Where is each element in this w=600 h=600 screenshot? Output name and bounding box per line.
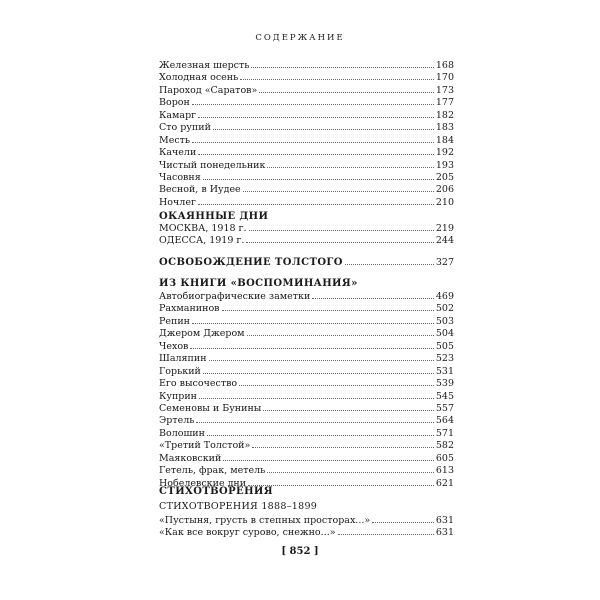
entry-title: МОСКВА, 1918 г. bbox=[159, 223, 247, 234]
dot-leader bbox=[198, 116, 434, 118]
entry-page: 605 bbox=[435, 452, 454, 464]
entry-page: 545 bbox=[435, 390, 454, 402]
entry-page: 523 bbox=[435, 353, 454, 365]
dot-leader bbox=[203, 372, 434, 374]
entry-title: Рахманинов bbox=[159, 303, 220, 315]
dot-leader bbox=[345, 263, 434, 265]
entry-title: Эртель bbox=[159, 415, 195, 427]
dot-leader bbox=[223, 459, 434, 461]
entry-page: 168 bbox=[435, 60, 454, 71]
section-heading-poems[interactable]: СТИХОТВОРЕНИЯ bbox=[159, 486, 273, 497]
entry-title: ОДЕССА, 1919 г. bbox=[159, 235, 245, 247]
toc-entry[interactable] bbox=[159, 403, 454, 415]
entry-title: Гетель, фрак, метель bbox=[159, 465, 266, 477]
dot-leader bbox=[240, 78, 434, 80]
section-heading-memoirs[interactable]: ИЗ КНИГИ «ВОСПОМИНАНИЯ» bbox=[159, 278, 358, 289]
toc-entry[interactable] bbox=[159, 235, 454, 247]
entry-title: Его высочество bbox=[159, 378, 238, 390]
entry-title: Семеновы и Бунины bbox=[159, 402, 262, 414]
entry-page: 539 bbox=[435, 378, 454, 390]
dot-leader bbox=[267, 166, 433, 168]
toc-group-okayannye-dni bbox=[159, 223, 454, 248]
page-number: [ 852 ] bbox=[281, 546, 319, 557]
toc-entry[interactable] bbox=[159, 184, 454, 196]
entry-page: 206 bbox=[435, 184, 454, 196]
entry-page: 327 bbox=[435, 257, 454, 268]
dot-leader bbox=[263, 409, 433, 411]
entry-title: Ночлег bbox=[159, 196, 196, 208]
entry-page: 582 bbox=[435, 440, 454, 452]
dot-leader bbox=[190, 347, 433, 349]
dot-leader bbox=[192, 141, 434, 143]
dot-leader bbox=[247, 334, 434, 336]
entry-page: 183 bbox=[435, 122, 454, 134]
entry-title: Горький bbox=[159, 365, 201, 377]
toc-entry[interactable] bbox=[159, 223, 454, 235]
toc-entry[interactable] bbox=[159, 341, 454, 353]
toc-entry[interactable] bbox=[159, 97, 454, 109]
toc-entry[interactable] bbox=[159, 453, 454, 465]
entry-page: 193 bbox=[435, 159, 454, 171]
toc-entry[interactable] bbox=[159, 328, 454, 340]
section-heading-tolstoy: ОСВОБОЖДЕНИЕ ТОЛСТОГО bbox=[159, 257, 343, 268]
entry-title: Пароход «Саратов» bbox=[159, 84, 258, 96]
entry-page: 502 bbox=[435, 303, 454, 315]
entry-title: Репин bbox=[159, 315, 191, 327]
toc-entry[interactable] bbox=[159, 366, 454, 378]
toc-entry[interactable] bbox=[159, 72, 454, 84]
toc-entry[interactable] bbox=[159, 160, 454, 172]
entry-title: «Третий Толстой» bbox=[159, 440, 251, 452]
entry-page: 504 bbox=[435, 328, 454, 340]
toc-entry[interactable] bbox=[159, 515, 454, 527]
entry-title: Камарг bbox=[159, 109, 197, 121]
toc-group-memoirs bbox=[159, 291, 454, 490]
dot-leader bbox=[251, 66, 433, 68]
entry-page: 531 bbox=[435, 365, 454, 377]
entry-page: 503 bbox=[435, 315, 454, 327]
dot-leader bbox=[259, 91, 434, 93]
entry-page: 613 bbox=[435, 465, 454, 477]
entry-page: 205 bbox=[435, 171, 454, 183]
dot-leader bbox=[198, 203, 434, 205]
entry-page: 505 bbox=[435, 340, 454, 352]
entry-page: 244 bbox=[435, 235, 454, 247]
toc-entry[interactable] bbox=[159, 353, 454, 365]
entry-page: 557 bbox=[435, 402, 454, 414]
toc-entry[interactable] bbox=[159, 440, 454, 452]
entry-title: Часовня bbox=[159, 171, 201, 183]
section-heading-okayannye-dni[interactable]: ОКАЯННЫЕ ДНИ bbox=[159, 211, 269, 222]
entry-title: Волошин bbox=[159, 427, 205, 439]
dot-leader bbox=[246, 241, 433, 243]
dot-leader bbox=[243, 190, 434, 192]
toc-entry[interactable] bbox=[159, 172, 454, 184]
entry-title: Ворон bbox=[159, 97, 190, 109]
entry-title: Весной, в Иудее bbox=[159, 184, 241, 196]
dot-leader bbox=[199, 397, 434, 399]
entry-title: Джером Джером bbox=[159, 328, 245, 340]
entry-title: Чехов bbox=[159, 340, 189, 352]
dot-leader bbox=[203, 178, 434, 180]
toc-entry[interactable] bbox=[159, 465, 454, 477]
entry-page: 564 bbox=[435, 415, 454, 427]
toc-entry[interactable] bbox=[159, 527, 454, 539]
dot-leader bbox=[312, 297, 434, 299]
entry-page: 219 bbox=[435, 223, 454, 234]
subsection-heading-poems-1888-1899[interactable]: СТИХОТВОРЕНИЯ 1888–1899 bbox=[159, 501, 318, 512]
dot-leader bbox=[239, 384, 434, 386]
entry-page: 170 bbox=[435, 72, 454, 84]
entry-title: Шаляпин bbox=[159, 353, 207, 365]
entry-title: Железная шерсть bbox=[159, 60, 250, 71]
toc-entry[interactable] bbox=[159, 110, 454, 122]
entry-title: Качели bbox=[159, 147, 197, 159]
entry-title: Холодная осень bbox=[159, 72, 239, 84]
toc-entry[interactable] bbox=[159, 291, 454, 303]
entry-title: Автобиографические заметки bbox=[159, 291, 311, 302]
dot-leader bbox=[338, 533, 434, 535]
toc-entry[interactable] bbox=[159, 428, 454, 440]
toc-entry[interactable] bbox=[159, 135, 454, 147]
toc-entry[interactable] bbox=[159, 391, 454, 403]
dot-leader bbox=[209, 359, 434, 361]
entry-page: 182 bbox=[435, 109, 454, 121]
dot-leader bbox=[249, 229, 434, 231]
toc-entry[interactable] bbox=[159, 316, 454, 328]
entry-page: 469 bbox=[435, 291, 454, 302]
entry-page: 173 bbox=[435, 84, 454, 96]
entry-title: Сто рупий bbox=[159, 122, 211, 134]
toc-group-stories bbox=[159, 60, 454, 209]
dot-leader bbox=[192, 322, 434, 324]
dot-leader bbox=[198, 153, 434, 155]
entry-page: 631 bbox=[435, 527, 454, 539]
dot-leader bbox=[372, 521, 434, 523]
entry-page: 631 bbox=[435, 515, 454, 526]
dot-leader bbox=[213, 128, 434, 130]
entry-page: 177 bbox=[435, 97, 454, 109]
entry-page: 210 bbox=[435, 196, 454, 208]
entry-title: Чистый понедельник bbox=[159, 159, 266, 171]
entry-page: 184 bbox=[435, 134, 454, 146]
toc-entry[interactable] bbox=[159, 415, 454, 427]
entry-title: Маяковский bbox=[159, 452, 222, 464]
dot-leader bbox=[192, 103, 434, 105]
toc-entry[interactable] bbox=[159, 60, 454, 72]
entry-page: 571 bbox=[435, 427, 454, 439]
entry-page: 621 bbox=[435, 477, 454, 489]
toc-group-poems bbox=[159, 515, 454, 540]
entry-title: Месть bbox=[159, 134, 191, 146]
toc-entry[interactable] bbox=[159, 378, 454, 390]
entry-title: «Как все вокруг сурово, снежно...» bbox=[159, 527, 336, 539]
toc-entry[interactable] bbox=[159, 303, 454, 315]
dot-leader bbox=[207, 434, 434, 436]
toc-entry[interactable] bbox=[159, 147, 454, 159]
toc-section-tolstoy bbox=[159, 257, 454, 269]
entry-page: 192 bbox=[435, 147, 454, 159]
toc-entry[interactable] bbox=[159, 257, 454, 269]
entry-title: Нобелевские дни bbox=[159, 477, 247, 489]
entry-title: «Пустыня, грусть в степных просторах...» bbox=[159, 515, 371, 526]
running-header: СОДЕРЖАНИЕ bbox=[255, 33, 345, 43]
dot-leader bbox=[252, 446, 434, 448]
dot-leader bbox=[267, 471, 434, 473]
dot-leader bbox=[222, 309, 434, 311]
toc-entry[interactable] bbox=[159, 197, 454, 209]
dot-leader bbox=[196, 421, 433, 423]
toc-entry[interactable] bbox=[159, 122, 454, 134]
entry-title: Куприн bbox=[159, 390, 198, 402]
toc-entry[interactable] bbox=[159, 85, 454, 97]
